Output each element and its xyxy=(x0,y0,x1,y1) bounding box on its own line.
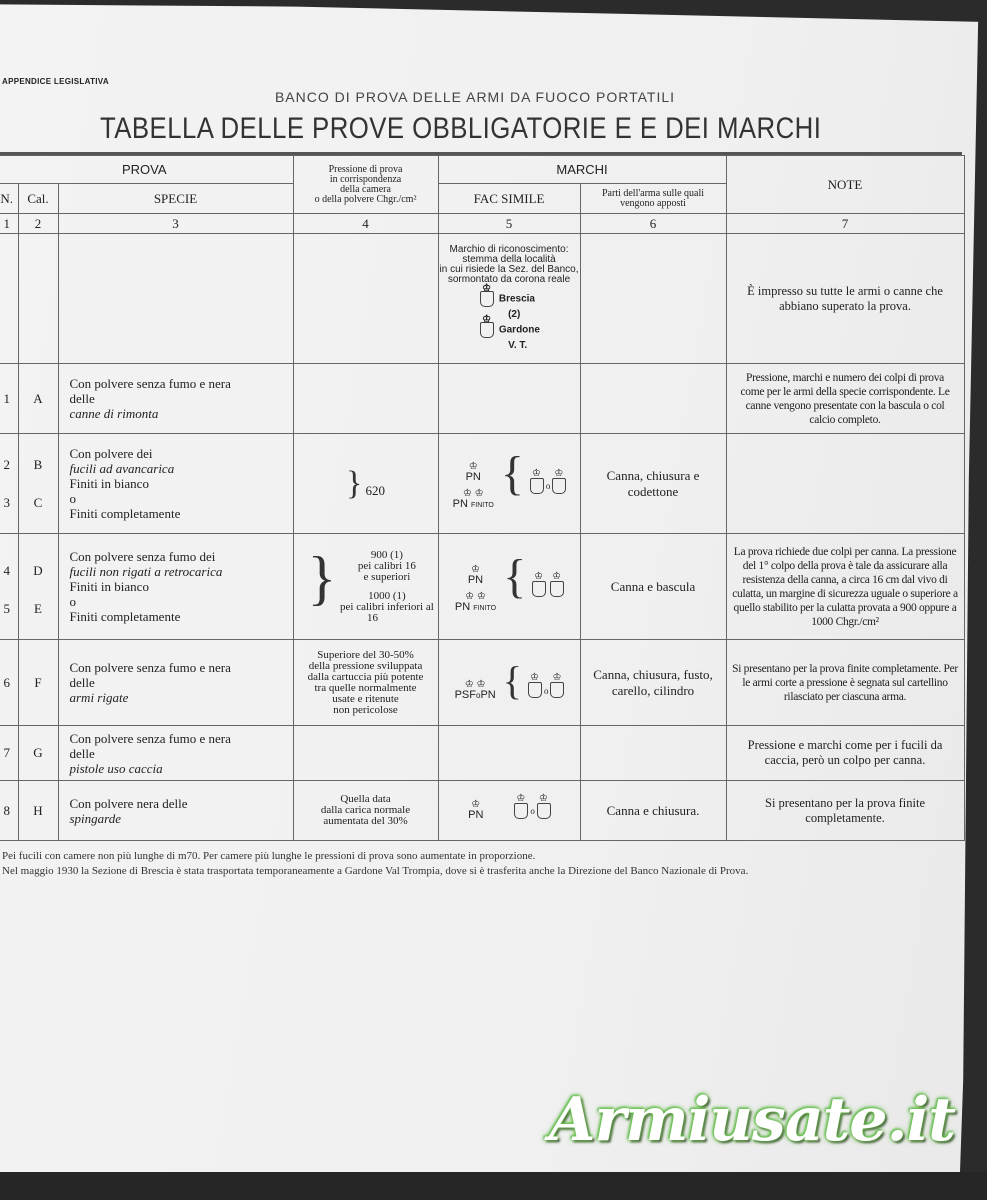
row-specie: Con polvere dei fucili ad avancarica Finiti in bianco o Finiti completamente xyxy=(58,434,293,534)
row-specie: Con polvere senza fumo e nera delle pistole uso caccia xyxy=(58,726,293,781)
brace-icon: { xyxy=(500,447,524,501)
proof-table xyxy=(0,155,965,841)
crown-icon: ♔ xyxy=(471,563,480,575)
brescia-crest-icon xyxy=(480,291,494,307)
row-cal: A xyxy=(18,364,58,434)
row-fac-simile: ♔ PN ♔ ♔ PN FINITO { ♔ o♔ xyxy=(438,434,580,534)
document-title: TABELLA DELLE PROVE OBBLIGATORIE E E DEI MARCHI xyxy=(100,112,822,145)
finito-mark: FINITO xyxy=(473,604,497,612)
row-note: La prova richiede due colpi per canna. La pressione del 1° colpo della prova è tale da assicurare alla resistenza della canna, a circa 16 cm dal vivo di culatta, un margine di sicurezza uguale o superiore a quello stabilito per la culatta provata a 900 oppure a 1000 Chgr./cm² xyxy=(726,534,964,640)
row-parti: Canna e bascula xyxy=(580,534,726,640)
header-marchi: MARCHI xyxy=(438,156,726,184)
row-pressione: Quella data dalla carica normale aumentata del 30% xyxy=(293,781,438,841)
intro-note: È impresso su tutte le armi o canne che abbiano superato la prova. xyxy=(726,234,964,364)
col-number: 5 xyxy=(438,214,580,234)
row-cal: G xyxy=(18,726,58,781)
appendix-label: APPENDICE LEGISLATIVA xyxy=(2,77,109,86)
brace-icon: } xyxy=(307,544,337,611)
header-cal: Cal. xyxy=(18,184,58,214)
brescia-note: (2) xyxy=(508,308,521,320)
watermark-logo: Armiusate.it xyxy=(548,1085,955,1155)
header-pressione: Pressione di prova in corrispondenza della camera o della polvere Chgr./cm² xyxy=(293,156,438,214)
row-specie: Con polvere senza fumo e nera delle armi rigate xyxy=(58,640,293,726)
row-parti: Canna e chiusura. xyxy=(580,781,726,841)
brescia-label: Brescia xyxy=(498,293,535,305)
row-parti: Canna, chiusura e codettone xyxy=(580,434,726,534)
gardone-crest-icon xyxy=(480,322,494,338)
row-n: 8 xyxy=(0,781,18,841)
row-cal: H xyxy=(18,781,58,841)
col-number: 7 xyxy=(726,214,964,234)
row-n: 2 3 xyxy=(0,434,18,534)
pn-mark: PN xyxy=(467,573,484,586)
brace-icon: { xyxy=(503,550,527,604)
crown-icon: ♔ xyxy=(468,460,478,472)
row-note: Pressione, marchi e numero dei colpi di prova come per le armi della specie corrispondente. Le canne vengono presentate con la bascula o col calcio completo. xyxy=(726,364,964,434)
row-parti: Canna, chiusura, fusto, carello, cilindro xyxy=(580,640,726,726)
intro-marchio-cell xyxy=(438,234,580,364)
header-note: NOTE xyxy=(726,156,964,214)
header-n: N. xyxy=(0,184,18,214)
row-cal: B C xyxy=(18,434,58,534)
crest-icon xyxy=(552,478,566,494)
gardone-note: V. T. xyxy=(508,339,528,351)
col-number: 3 xyxy=(58,214,293,234)
page-shadow-bottom xyxy=(0,1172,987,1200)
footnote-2: Nel maggio 1930 la Sezione di Brescia è stata trasportata temporaneamente a Gardone Val Trompia, dove si è trasferita anche la Direzione del Banco Nazionale di Prova. xyxy=(2,865,749,877)
crest-icon xyxy=(550,682,564,698)
row-specie: Con polvere senza fumo e nera delle canne di rimonta xyxy=(58,364,293,434)
row-n: 4 5 xyxy=(0,534,18,640)
row-note: Si presentano per la prova finite completamente. Per le armi corte a pressione è segnata sul cartellino rilasciato per ciascuna arma. xyxy=(726,640,964,726)
row-n: 1 xyxy=(0,364,18,434)
col-number: 4 xyxy=(293,214,438,234)
row-specie: Con polvere senza fumo dei fucili non rigati a retrocarica Finiti in bianco o Finiti completamente xyxy=(58,534,293,640)
crest-icon xyxy=(528,682,542,698)
psf-mark: PSF xyxy=(454,688,476,701)
pn-mark: PN xyxy=(480,688,496,701)
col-number: 2 xyxy=(18,214,58,234)
col-number: 6 xyxy=(580,214,726,234)
row-pressione: Superiore del 30-50% della pressione sviluppata dalla cartuccia più potente tra quelle normalmente usate e ritenute non pericolose xyxy=(293,640,438,726)
row-pressione: } 900 (1) pei calibri 16 e superiori 1000 (1) pei calibri inferiori al 16 xyxy=(293,534,438,640)
row-note: Si presentano per la prova finite completamente. xyxy=(726,781,964,841)
row-specie: Con polvere nera delle spingarde xyxy=(58,781,293,841)
crown-icon: ♔ xyxy=(471,799,481,810)
footnote-1: Pei fucili con camere non più lunghe di m70. Per camere più lunghe le pressioni di prova sono aumentate in proporzione. xyxy=(2,850,536,862)
row-fac-simile: ♔ ♔ PSFoPN { ♔ o♔ xyxy=(438,640,580,726)
crest-icon xyxy=(550,581,564,597)
row-fac-simile: ♔ PN ♔ ♔ PN FINITO { ♔♔ xyxy=(438,534,580,640)
crest-icon xyxy=(514,803,528,819)
crest-icon xyxy=(537,803,551,819)
crest-icon xyxy=(532,581,546,597)
row-pressione: } 620 xyxy=(293,434,438,534)
row-n: 6 xyxy=(0,640,18,726)
brace-icon: { xyxy=(502,658,522,704)
header-fac-simile: FAC SIMILE xyxy=(438,184,580,214)
pn-mark: PN xyxy=(468,809,484,821)
row-fac-simile: ♔ PN ♔ o♔ xyxy=(438,781,580,841)
marchio-description: Marchio di riconoscimento: stemma della località in cui risiede la Sez. del Banco, sormontato da corona reale xyxy=(439,243,579,285)
row-cal: F xyxy=(18,640,58,726)
gardone-label: Gardone xyxy=(498,324,540,336)
row-note: Pressione e marchi come per i fucili da caccia, però un colpo per canna. xyxy=(726,726,964,781)
pn-mark: PN xyxy=(465,470,481,483)
header-parti: Parti dell'arma sulle quali vengono apposti xyxy=(580,184,726,214)
row-cal: D E xyxy=(18,534,58,640)
page-shadow-top xyxy=(0,0,987,22)
footnotes xyxy=(2,849,748,879)
brace-icon: } xyxy=(345,464,363,502)
header-prova: PROVA xyxy=(0,156,293,184)
crest-icon xyxy=(530,478,544,494)
finito-mark: FINITO xyxy=(471,501,494,509)
row-n: 7 xyxy=(0,726,18,781)
document-subtitle: BANCO DI PROVA DELLE ARMI DA FUOCO PORTATILI xyxy=(274,89,676,105)
header-specie: SPECIE xyxy=(58,184,293,214)
col-number: 1 xyxy=(0,214,18,234)
